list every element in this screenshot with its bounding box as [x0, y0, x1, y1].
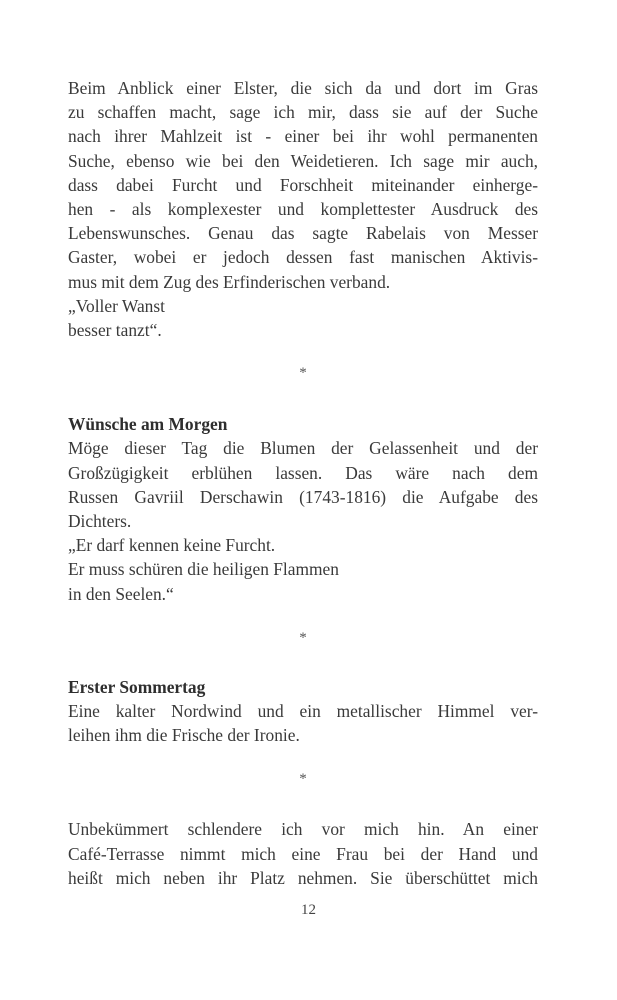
paragraph-sommertag	[68, 699, 538, 747]
heading-erster-sommertag: Erster Sommertag	[68, 676, 206, 697]
page-number: 12	[301, 902, 316, 918]
text-line: Lebenswunsches. Genau das sagte Rabelais von Messer	[68, 223, 538, 244]
text-line: Suche, ebenso wie bei den Weidetieren. Ich sage mir auch,	[68, 150, 538, 171]
section-separator: *	[299, 365, 307, 382]
text-line: Café-Terrasse nimmt mich eine Frau bei der Hand und	[68, 843, 538, 864]
verse-line: besser tanzt“.	[68, 320, 162, 341]
text-line: heißt mich neben ihr Platz nehmen. Sie überschüttet mich	[68, 867, 538, 888]
verse-line: Er muss schüren die heiligen Flammen	[68, 559, 339, 580]
paragraph-cafe-terrasse	[68, 817, 538, 890]
verse-line: „Er darf kennen keine Furcht.	[68, 535, 276, 556]
text-line: Dichters.	[68, 511, 132, 532]
text-line: mus mit dem Zug des Erfinderischen verband.	[68, 271, 391, 292]
section-separator: *	[299, 771, 307, 788]
text-line: Eine kalter Nordwind und ein metallischer Himmel ver-	[68, 701, 538, 722]
text-line: dass dabei Furcht und Forschheit miteinander einherge-	[68, 174, 538, 195]
text-line: zu schaffen macht, sage ich mir, dass sie auf der Suche	[68, 102, 538, 123]
text-line: nach ihrer Mahlzeit ist - einer bei ihr wohl permanenten	[68, 126, 538, 147]
quote-verse-wanst	[68, 294, 538, 342]
text-line: Unbekümmert schlendere ich vor mich hin. An einer	[68, 819, 538, 840]
verse-line: in den Seelen.“	[68, 583, 174, 604]
paragraph-morgen	[68, 436, 538, 533]
quote-verse-derschawin	[68, 533, 538, 606]
paragraph-elster	[68, 76, 538, 294]
section-separator: *	[299, 629, 307, 646]
text-line: leihen ihm die Frische der Ironie.	[68, 725, 300, 746]
page-content	[68, 76, 538, 890]
text-line: Großzügigkeit erblühen lassen. Das wäre nach dem	[68, 462, 538, 483]
text-line: Russen Gavriil Derschawin (1743-1816) die Aufgabe des	[68, 486, 538, 507]
text-line: Gaster, wobei er jedoch dessen fast manischen Aktivis-	[68, 247, 538, 268]
text-line: Möge dieser Tag die Blumen der Gelassenheit und der	[68, 438, 538, 459]
heading-wuensche-am-morgen: Wünsche am Morgen	[68, 414, 228, 435]
verse-line: „Voller Wanst	[68, 295, 165, 316]
text-line: Beim Anblick einer Elster, die sich da und dort im Gras	[68, 78, 538, 98]
text-line: hen - als komplexester und komplettester Ausdruck des	[68, 199, 538, 220]
